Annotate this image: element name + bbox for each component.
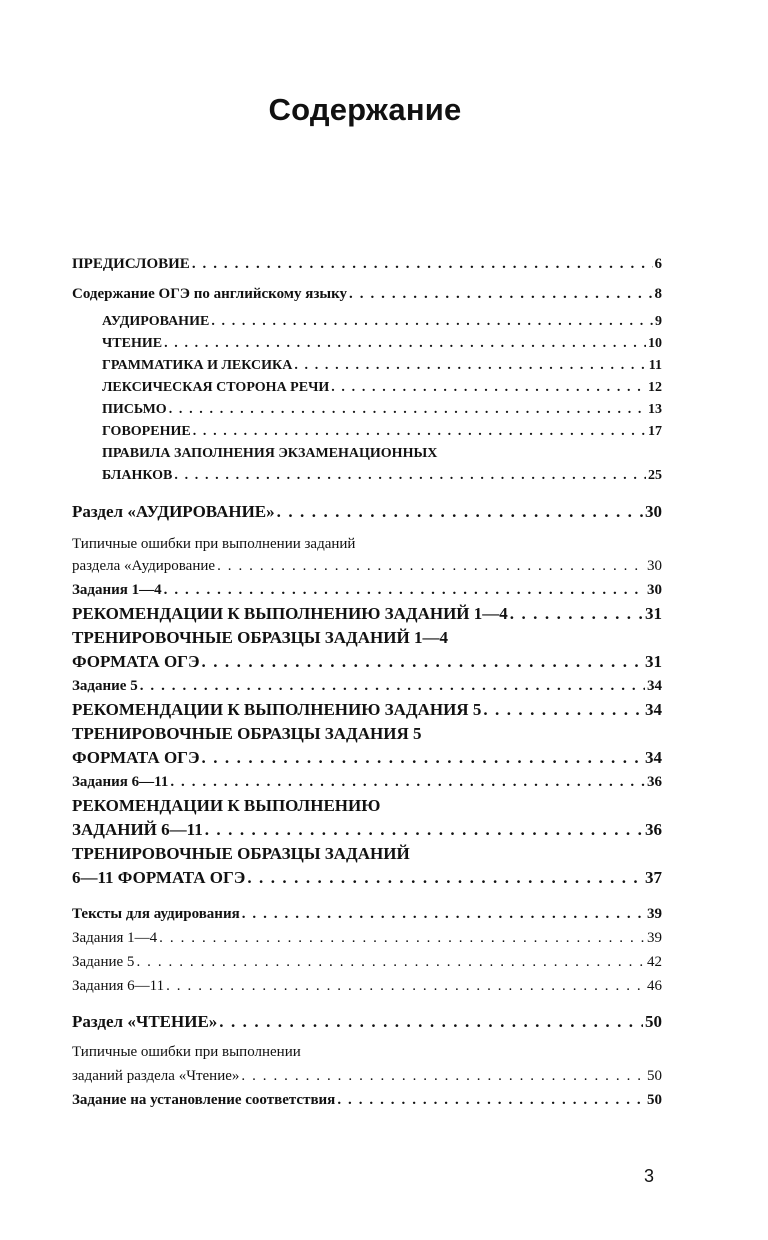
toc-entry-label: ЧТЕНИЕ (102, 336, 163, 351)
toc-entry-label: Тексты для аудирования (72, 906, 240, 922)
toc-entry-page: 31 (645, 604, 662, 623)
toc-entry-label: ТРЕНИРОВОЧНЫЕ ОБРАЗЦЫ ЗАДАНИЙ 1—4 (72, 628, 448, 647)
toc-entry-label: Раздел «ЧТЕНИЕ» (72, 1012, 218, 1031)
toc-leader (349, 286, 652, 303)
toc-leader (217, 558, 645, 575)
toc-entry-label: Задание 5 (72, 678, 138, 694)
toc-entry-samples-1-4-line1 (72, 628, 662, 648)
toc-entry-page: 36 (647, 774, 662, 790)
toc-leader (169, 402, 646, 418)
toc-entry-page: 36 (645, 820, 662, 839)
toc-entry-page: 30 (647, 582, 662, 598)
toc-entry-oge-content (72, 286, 662, 303)
toc-entry-page: 39 (647, 930, 662, 946)
toc-entry-listening-texts (72, 906, 662, 923)
toc-entry-rules-line2 (102, 468, 662, 484)
toc-entry-page: 31 (645, 652, 662, 671)
toc-leader (277, 502, 643, 522)
toc-leader (174, 468, 646, 484)
toc-entry-texts-task-5 (72, 954, 662, 971)
toc-entry-label: 6—11 ФОРМАТА ОГЭ (72, 868, 246, 887)
toc-leader (247, 868, 643, 888)
toc-entry-rules-line1 (102, 446, 662, 462)
toc-entry-writing (102, 402, 662, 418)
toc-entry-page: 9 (655, 314, 662, 329)
toc-entry-page: 25 (648, 468, 662, 483)
toc-leader (140, 678, 645, 695)
toc-leader (193, 424, 646, 440)
toc-entry-label: ПИСЬМО (102, 402, 167, 417)
toc-entry-matching-task (72, 1092, 662, 1109)
page-number: 3 (644, 1166, 655, 1186)
toc-entry-page: 8 (654, 286, 662, 302)
toc-leader (205, 820, 643, 840)
toc-entry-label: Содержание ОГЭ по английскому языку (72, 286, 348, 302)
toc-entry-task-5 (72, 678, 662, 695)
toc-entry-label: Задания 1—4 (72, 582, 162, 598)
toc-entry-label: раздела «Аудирование (72, 558, 216, 574)
toc-entry-label: Задания 6—11 (72, 774, 169, 790)
toc-entry-reading-errors-line1 (72, 1044, 662, 1061)
toc-entry-page: 34 (645, 748, 662, 767)
toc-entry-recommendations-6-11-line1 (72, 796, 662, 816)
toc-leader (202, 652, 643, 672)
toc-entry-label: Типичные ошибки при выполнении (72, 1044, 301, 1060)
toc-entry-reading (102, 336, 662, 352)
toc-entry-samples-5-line2 (72, 748, 662, 768)
toc-entry-page: 50 (647, 1092, 662, 1108)
toc-entry-recommendations-5 (72, 700, 662, 720)
toc-entry-label: РЕКОМЕНДАЦИИ К ВЫПОЛНЕНИЮ ЗАДАНИЙ 1—4 (72, 604, 508, 623)
toc-entry-page: 42 (647, 954, 662, 970)
toc-leader (170, 774, 645, 791)
toc-entry-page: 46 (647, 978, 662, 994)
toc-leader (136, 954, 645, 971)
toc-entry-label: ГРАММАТИКА И ЛЕКСИКА (102, 358, 293, 373)
toc-entry-label: Задание на установление соответствия (72, 1092, 336, 1108)
toc-entry-tasks-6-11 (72, 774, 662, 791)
toc-entry-label: ТРЕНИРОВОЧНЫЕ ОБРАЗЦЫ ЗАДАНИЯ 5 (72, 724, 422, 743)
toc-entry-label: ПРЕДИСЛОВИЕ (72, 256, 190, 272)
toc-entry-label: Раздел «АУДИРОВАНИЕ» (72, 502, 275, 521)
toc-entry-page: 34 (647, 678, 662, 694)
toc-leader (164, 582, 645, 599)
toc-entry-label: РЕКОМЕНДАЦИИ К ВЫПОЛНЕНИЮ ЗАДАНИЯ 5 (72, 700, 482, 719)
toc-leader (192, 256, 653, 273)
toc-entry-grammar (102, 358, 662, 374)
toc-entry-label: ФОРМАТА ОГЭ (72, 748, 200, 767)
toc-entry-reading-errors-line2 (72, 1068, 662, 1085)
toc-entry-page: 39 (647, 906, 662, 922)
toc-entry-texts-tasks-6-11 (72, 978, 662, 995)
toc-leader (219, 1012, 643, 1032)
toc-entry-samples-5-line1 (72, 724, 662, 744)
toc-entry-section-reading (72, 1012, 662, 1032)
toc-entry-tasks-1-4 (72, 582, 662, 599)
page-title: Содержание (268, 92, 462, 127)
toc-entry-page: 30 (647, 558, 662, 574)
toc-entry-page: 11 (648, 358, 662, 373)
toc-entry-label: АУДИРОВАНИЕ (102, 314, 210, 329)
toc-entry-label: ПРАВИЛА ЗАПОЛНЕНИЯ ЭКЗАМЕНАЦИОННЫХ (102, 446, 438, 461)
toc-entry-page: 13 (648, 402, 662, 417)
toc-entry-speaking (102, 424, 662, 440)
toc-entry-lexical (102, 380, 662, 396)
toc-entry-samples-6-11-line2 (72, 868, 662, 888)
toc-entry-page: 50 (647, 1068, 662, 1084)
toc-entry-label: РЕКОМЕНДАЦИИ К ВЫПОЛНЕНИЮ (72, 796, 381, 815)
toc-entry-label: ЛЕКСИЧЕСКАЯ СТОРОНА РЕЧИ (102, 380, 330, 395)
toc-leader (483, 700, 643, 720)
toc-entry-label: Задание 5 (72, 954, 135, 970)
toc-entry-label: ФОРМАТА ОГЭ (72, 652, 200, 671)
toc-entry-listening (102, 314, 662, 330)
toc-entry-label: Типичные ошибки при выполнении заданий (72, 536, 356, 552)
toc-leader (202, 748, 643, 768)
toc-entry-samples-6-11-line1 (72, 844, 662, 864)
toc-entry-typical-errors-line2 (72, 558, 662, 575)
toc-leader (164, 336, 646, 352)
toc-leader (337, 1092, 645, 1109)
toc-entry-recommendations-1-4 (72, 604, 662, 624)
toc-entry-page: 34 (645, 700, 662, 719)
toc-leader (159, 930, 645, 947)
toc-entry-typical-errors-line1 (72, 536, 662, 553)
toc-leader (166, 978, 645, 995)
toc-entry-recommendations-6-11-line2 (72, 820, 662, 840)
toc-entry-label: заданий раздела «Чтение» (72, 1068, 240, 1084)
toc-entry-samples-1-4-line2 (72, 652, 662, 672)
toc-entry-label: Задания 6—11 (72, 978, 165, 994)
toc-entry-label: ГОВОРЕНИЕ (102, 424, 191, 439)
toc-leader (211, 314, 653, 330)
toc-leader (331, 380, 646, 396)
toc-entry-page: 17 (648, 424, 662, 439)
toc-entry-page: 10 (648, 336, 662, 351)
toc-leader (510, 604, 643, 624)
toc-leader (242, 906, 645, 923)
toc-entry-page: 6 (654, 256, 662, 272)
toc-entry-page: 50 (645, 1012, 662, 1031)
toc-entry-label: ТРЕНИРОВОЧНЫЕ ОБРАЗЦЫ ЗАДАНИЙ (72, 844, 410, 863)
toc-entry-page: 30 (645, 502, 662, 521)
toc-entry-preface (72, 256, 662, 273)
toc-entry-label: БЛАНКОВ (102, 468, 173, 483)
toc-entry-page: 12 (648, 380, 662, 395)
toc-leader (294, 358, 646, 374)
toc-entry-label: Задания 1—4 (72, 930, 158, 946)
toc-entry-texts-tasks-1-4 (72, 930, 662, 947)
toc-entry-page: 37 (645, 868, 662, 887)
toc-entry-section-listening (72, 502, 662, 522)
toc-leader (241, 1068, 645, 1085)
toc-entry-label: ЗАДАНИЙ 6—11 (72, 820, 203, 839)
